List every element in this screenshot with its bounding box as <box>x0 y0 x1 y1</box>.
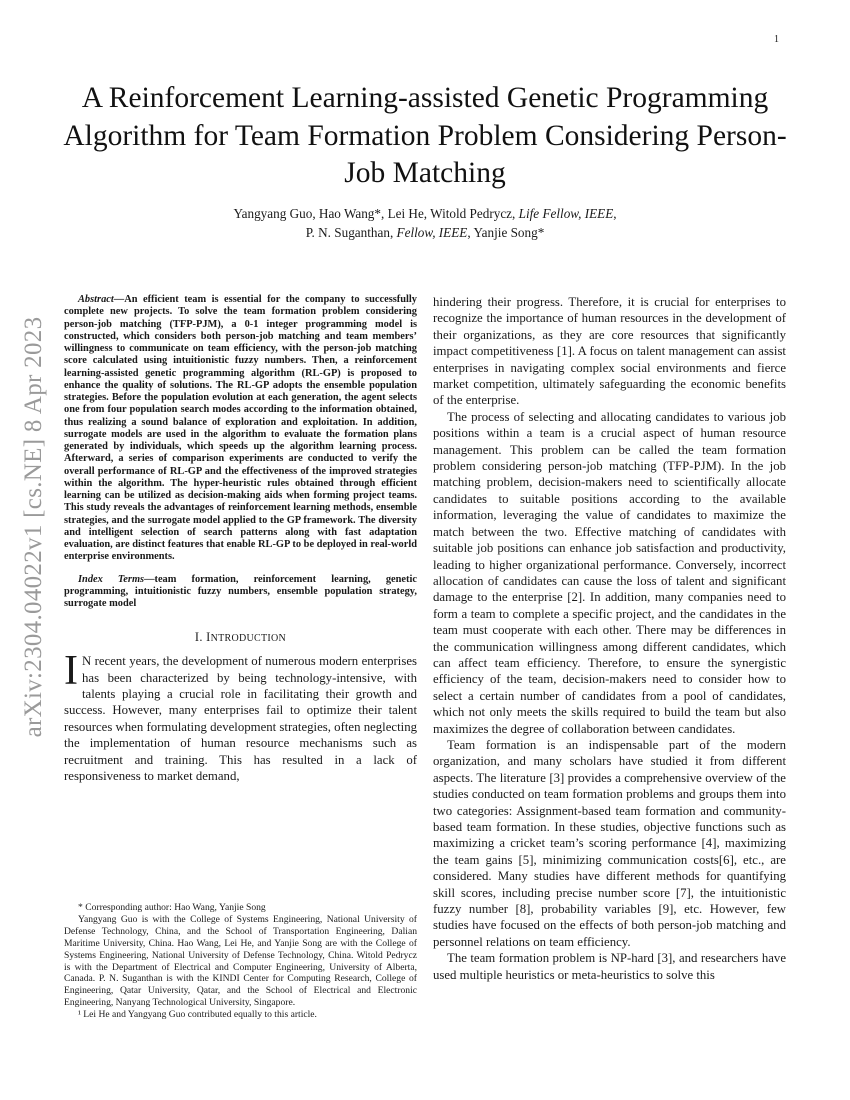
index-terms <box>64 574 417 611</box>
paragraph: The team formation problem is NP-hard [3], and researchers have used multiple heuristics or meta-heuristics to solve this <box>433 951 786 982</box>
index-terms-label: Index Terms <box>78 573 145 585</box>
section-heading-introduction: I. INTRODUCTION <box>194 630 287 645</box>
authors-line-1: Yangyang Guo, Hao Wang*, Lei He, Witold Pedrycz, <box>233 205 519 221</box>
introduction-body <box>64 648 417 784</box>
abstract-text: —An efficient team is essential for the company to successfully complete new projects. To solve the team formation problem considering person-job matching (TFP-PJM), a 0-1 integer programming model is constructed, which considers both person-job matching and team members’ willingness to communicate on team efficiency, with the person-job matching score calculated using intuitionistic fuzzy numbers. Then, a reinforcement learning-assisted genetic programming algorithm (RL-GP) is proposed to enhance the quality of solutions. The RL-GP adopts the ensemble population strategies. Before the population evolution at each generation, the agent selects one from four population search modes according to the information obtained, thus realizing a sound balance of exploration and exploitation. In addition, surrogate models are used in the algorithm to evaluate the formation plans generated by individuals, which speeds up the algorithm learning process. Afterward, a series of comparison experiments are conducted to verify the overall performance of RL-GP and the effectiveness of the improved strategies within the algorithm. The hyper-heuristic rules obtained through efficient learning can be utilized as decision-making aids when forming project teams. This study reveals the advantages of reinforcement learning methods, ensemble strategies, and the surrogate model applied to the GP framework. The diversity and intelligent selection of search patterns along with fast adaptation evaluation, are distinct features that enable RL-GP to be deployed in real-world enterprise environments. <box>64 294 417 563</box>
paragraph: I N recent years, the development of numerous modern enterprises has been characterized by being technology-intensive, with talents playing a crucial role in facilitating their growth and success. However, many enterprises fail to optimize their talent resources when formulating development strategies, often neglecting the implementation of human resource mechanisms such as recruitment and training. This has resulted in a lack of responsiveness to market demand, <box>64 648 417 784</box>
abstract <box>64 294 417 564</box>
paragraph: Team formation is an indispensable part of the modern organization, and many scholars have studied it from different aspects. The literature [3] provides a comprehensive overview of the studies conducted on team formation problems and groups them into two categories: Assignment-based team formation and community-based team formation. In these studies, objective functions such as maximizing a cricket team’s scoring performance [4], maximizing the team gains [5], minimizing communication costs[6], etc., are considered. Many studies have different methods for quantifying skill scores, including precise number score [7], the intuitionistic fuzzy number [8], probability variables [9], etc. However, few studies have focused on the effects of both person-job matching and personnel relations on team efficiency. <box>433 737 786 949</box>
left-column <box>64 294 417 785</box>
paragraph: The process of selecting and allocating candidates to various job positions within a team is a crucial aspect of human resource management. This problem can be called the team formation problem considering person-job matching (TFP-PJM). In the job matching problem, decision-makers need to scientifically allocate candidates to suitable positions according to the available information, leveraging the value of candidates to maximize the match between the two. Effective matching of candidates with suitable job positions can enhance job satisfaction and productivity, leading to higher organizational performance. Conversely, incorrect allocation of candidates can cause the loss of talent and significant damage to the enterprise [2]. In addition, many companies need to form a team to complete a specific project, and the candidates in the team must cooperate with each other. There may be differences in the communication willingness among different candidates, which can affect team efficiency. Therefore, to ensure the synergistic efficiency of the team, decision-makers need to consider how to select a certain number of candidates from a pool of candidates, which not only meets the skills required to build the team but also maximizes the degree of collaboration between candidates. <box>433 409 786 736</box>
author-list: Yangyang Guo, Hao Wang*, Lei He, Witold Pedrycz, Life Fellow, IEEE, P. N. Suganthan, Fellow, IEEE, Yanjie Song* <box>233 205 617 240</box>
author-affiliation-title: Fellow, IEEE <box>396 224 468 240</box>
footnote-equal-contribution: ¹ Lei He and Yangyang Guo contributed equally to this article. <box>78 1009 317 1021</box>
paragraph: hindering their progress. Therefore, it is crucial for enterprises to recognize the importance of human resources in the development of their organizations, as they are core resources that significantly impact competitiveness [1]. A focus on talent management can assist enterprises in navigating complex social environments and fierce market competition, ultimately safeguarding the economic benefits of the enterprise. <box>433 295 786 408</box>
title-block <box>60 80 790 242</box>
paper-title: A Reinforcement Learning-assisted Genetic Programming Algorithm for Team Formation Problem Considering Person-Job Matching <box>63 82 787 189</box>
drop-cap: I <box>64 648 78 695</box>
right-column <box>433 294 786 983</box>
footnote-affiliations: Yangyang Guo is with the College of Systems Engineering, National University of Defense Technology, China, and the School of Transportation Engineering, Dalian Maritime University, China. Hao Wang, Lei He, and Yanjie Song are with the College of Systems Engineering, National University of Defense Technology, China. Witold Pedrycz is with the Department of Electrical and Computer Engineering, University of Alberta, Canada. P. N. Suganthan is with the KINDI Center for Computing Research, College of Engineering, Qatar University, Qatar, and the School of Electrical and Electronic Engineering, Nanyang Technological University, Singapore. <box>64 913 417 1009</box>
arxiv-identifier: arXiv:2304.04022v1 [cs.NE] 8 Apr 2023 <box>20 316 47 738</box>
footnotes <box>64 902 417 1021</box>
abstract-label: Abstract <box>78 294 114 305</box>
footnote-corresponding: * Corresponding author: Hao Wang, Yanjie Song <box>78 902 266 913</box>
index-terms-text: —team formation, reinforcement learning, genetic programming, intuitionistic fuzzy numbers, ensemble population strategy, surrogate model <box>64 573 417 609</box>
author-affiliation-title: Life Fellow, IEEE <box>518 205 614 221</box>
authors-line-2: P. N. Suganthan, <box>305 224 397 240</box>
page-number: 1 <box>774 34 779 45</box>
